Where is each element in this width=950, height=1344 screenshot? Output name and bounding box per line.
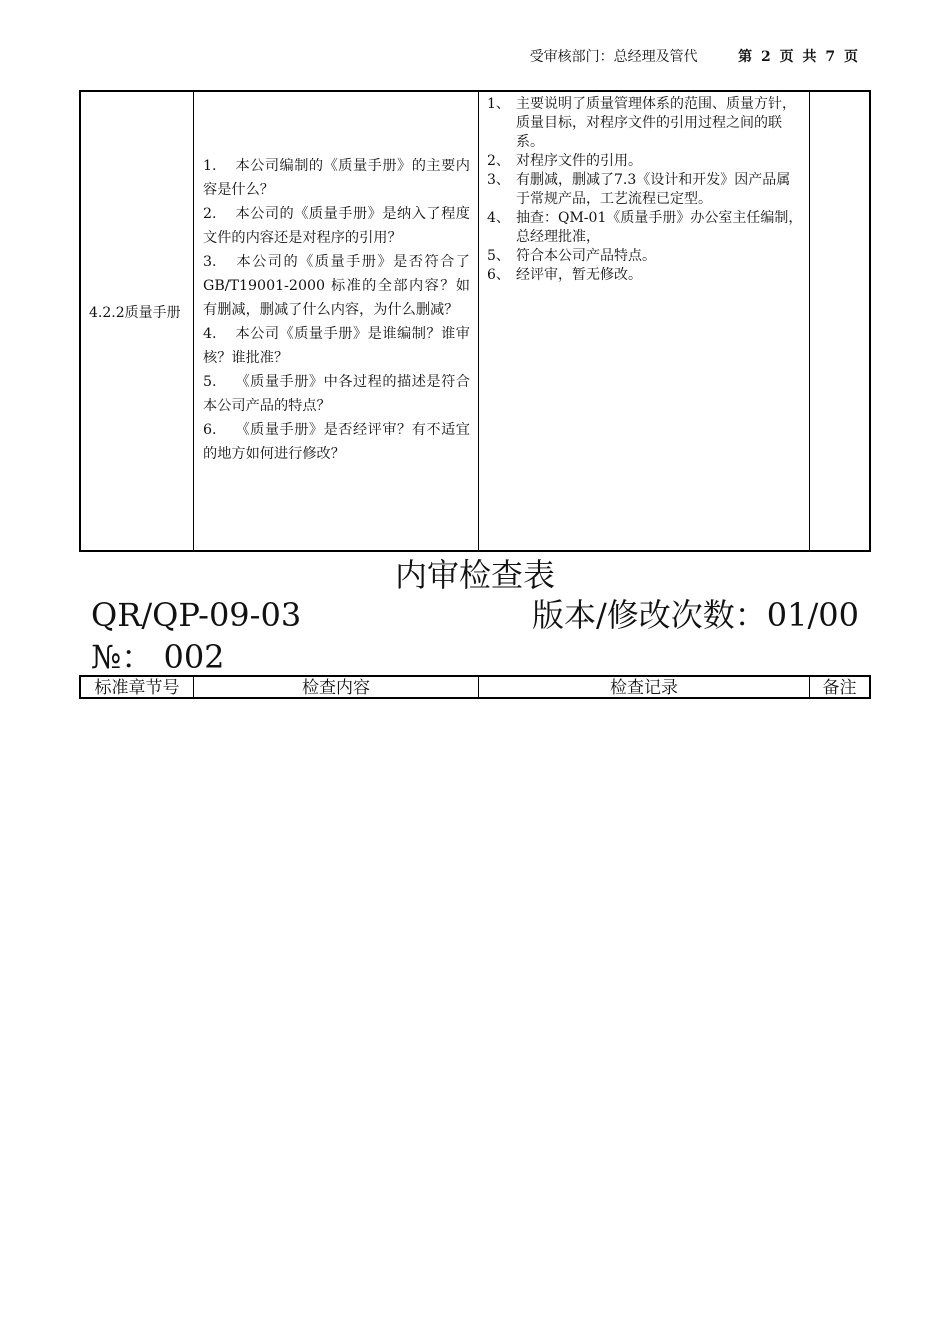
clause-cell: [81, 92, 194, 550]
question-item: 5. 《质量手册》中各过程的描述是符合本公司产品的特点？: [203, 374, 470, 414]
question-item: 6. 《质量手册》是否经评审？有不适宜的地方如何进行修改？: [203, 422, 470, 462]
column-header-remark: 备注: [822, 678, 857, 697]
remark-cell: [810, 92, 869, 550]
records-cell: [479, 92, 810, 550]
form-number: №： 002: [91, 638, 225, 676]
audited-department: 受审核部门：总经理及管代: [529, 49, 698, 65]
record-item: 1、 主要说明了质量管理体系的范围、质量方针，质量目标，对程序文件的引用过程之间的联系。: [487, 96, 796, 150]
column-header-content: 检查内容: [194, 677, 479, 697]
record-item: 6、 经评审，暂无修改。: [487, 267, 642, 283]
record-item: 5、 符合本公司产品特点。: [487, 248, 656, 264]
audit-table: [79, 90, 871, 552]
column-header-record: 检查记录: [479, 677, 810, 697]
record-item: 4、 抽查：QM-01《质量手册》办公室主任编制，总经理批准，: [487, 210, 803, 245]
form-title: 内审检查表: [394, 556, 555, 594]
page-indicator: 第 2 页 共 7 页: [738, 49, 860, 65]
form-code: QR/QP-09-03: [91, 596, 302, 634]
question-item: 3. 本公司的《质量手册》是否符合了 GB/T19001-2000 标准的全部内容？如有删减，删减了什么内容，为什么删减？: [203, 254, 470, 318]
page-header: [530, 46, 860, 66]
form-version: 版本/修改次数：01/00: [531, 596, 859, 634]
table-header-row: [79, 675, 871, 699]
clause-text: 4.2.2质量手册: [89, 305, 181, 321]
records-list: [487, 95, 803, 285]
column-header-clause: 标准章节号: [81, 677, 194, 697]
record-item: 3、 有删减，删减了7.3《设计和开发》因产品属于常规产品，工艺流程已定型。: [487, 172, 791, 207]
question-item: 1. 本公司编制的《质量手册》的主要内容是什么？: [203, 158, 470, 198]
question-item: 2. 本公司的《质量手册》是纳入了程度文件的内容还是对程序的引用？: [203, 206, 470, 246]
questions-list: [203, 154, 470, 466]
record-item: 2、 对程序文件的引用。: [487, 153, 642, 169]
questions-cell: [194, 92, 479, 550]
question-item: 4. 本公司《质量手册》是谁编制？谁审核？谁批准？: [203, 326, 470, 366]
